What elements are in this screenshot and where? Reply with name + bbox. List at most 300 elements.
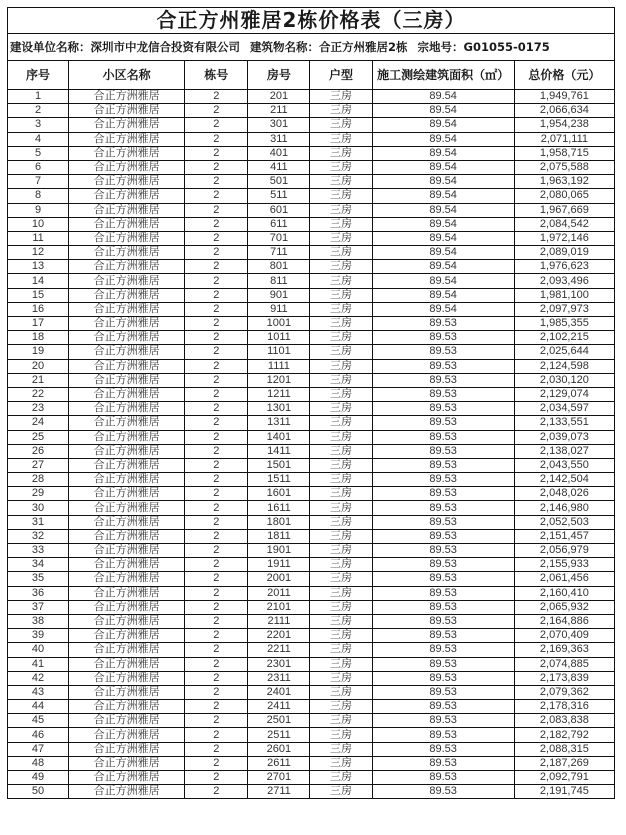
cell-type: 三房 <box>310 714 372 728</box>
cell-area: 89.53 <box>372 629 514 643</box>
cell-area: 89.54 <box>372 260 514 274</box>
cell-area: 89.54 <box>372 189 514 203</box>
cell-price: 2,151,457 <box>514 529 614 543</box>
cell-price: 2,164,886 <box>514 614 614 628</box>
cell-building: 2 <box>185 586 248 600</box>
cell-room: 611 <box>248 217 310 231</box>
cell-community: 合正方洲雅居 <box>69 90 185 104</box>
cell-type: 三房 <box>310 118 372 132</box>
table-row <box>8 756 615 770</box>
cell-type: 三房 <box>310 260 372 274</box>
cell-type: 三房 <box>310 529 372 543</box>
cell-building: 2 <box>185 714 248 728</box>
cell-price: 2,102,215 <box>514 331 614 345</box>
project-info <box>8 34 615 61</box>
col-header-index: 序号 <box>8 61 69 90</box>
cell-area: 89.53 <box>372 685 514 699</box>
cell-type: 三房 <box>310 700 372 714</box>
cell-type: 三房 <box>310 104 372 118</box>
cell-building: 2 <box>185 203 248 217</box>
cell-index: 2 <box>8 104 69 118</box>
cell-community: 合正方洲雅居 <box>69 671 185 685</box>
table-row <box>8 558 615 572</box>
title-row <box>8 8 615 34</box>
cell-price: 2,080,065 <box>514 189 614 203</box>
cell-community: 合正方洲雅居 <box>69 160 185 174</box>
cell-type: 三房 <box>310 728 372 742</box>
table-row <box>8 600 615 614</box>
cell-building: 2 <box>185 643 248 657</box>
cell-building: 2 <box>185 473 248 487</box>
cell-building: 2 <box>185 317 248 331</box>
cell-index: 50 <box>8 785 69 799</box>
cell-building: 2 <box>185 444 248 458</box>
cell-index: 27 <box>8 458 69 472</box>
table-row <box>8 146 615 160</box>
cell-room: 1911 <box>248 558 310 572</box>
cell-index: 44 <box>8 700 69 714</box>
cell-index: 45 <box>8 714 69 728</box>
cell-building: 2 <box>185 345 248 359</box>
page-title: 合正方州雅居2栋价格表（三房） <box>8 8 615 34</box>
cell-price: 2,070,409 <box>514 629 614 643</box>
cell-building: 2 <box>185 600 248 614</box>
cell-room: 501 <box>248 175 310 189</box>
cell-index: 39 <box>8 629 69 643</box>
cell-building: 2 <box>185 529 248 543</box>
cell-room: 411 <box>248 160 310 174</box>
cell-type: 三房 <box>310 402 372 416</box>
cell-building: 2 <box>185 90 248 104</box>
developer-name: 深圳市中龙信合投资有限公司 <box>90 40 240 54</box>
cell-type: 三房 <box>310 231 372 245</box>
cell-room: 701 <box>248 231 310 245</box>
cell-index: 12 <box>8 246 69 260</box>
cell-type: 三房 <box>310 515 372 529</box>
cell-price: 2,092,791 <box>514 771 614 785</box>
table-row <box>8 302 615 316</box>
cell-community: 合正方洲雅居 <box>69 714 185 728</box>
table-row <box>8 359 615 373</box>
cell-type: 三房 <box>310 771 372 785</box>
cell-type: 三房 <box>310 217 372 231</box>
cell-index: 11 <box>8 231 69 245</box>
cell-type: 三房 <box>310 558 372 572</box>
cell-price: 1,958,715 <box>514 146 614 160</box>
cell-price: 2,124,598 <box>514 359 614 373</box>
cell-type: 三房 <box>310 629 372 643</box>
cell-area: 89.54 <box>372 246 514 260</box>
cell-area: 89.54 <box>372 118 514 132</box>
cell-community: 合正方洲雅居 <box>69 501 185 515</box>
cell-type: 三房 <box>310 458 372 472</box>
cell-building: 2 <box>185 629 248 643</box>
cell-price: 2,129,074 <box>514 387 614 401</box>
cell-index: 17 <box>8 317 69 331</box>
cell-price: 2,142,504 <box>514 473 614 487</box>
table-row <box>8 458 615 472</box>
cell-community: 合正方洲雅居 <box>69 175 185 189</box>
cell-index: 20 <box>8 359 69 373</box>
cell-area: 89.54 <box>372 288 514 302</box>
cell-room: 311 <box>248 132 310 146</box>
cell-area: 89.54 <box>372 132 514 146</box>
cell-room: 1611 <box>248 501 310 515</box>
cell-room: 1511 <box>248 473 310 487</box>
cell-community: 合正方洲雅居 <box>69 600 185 614</box>
cell-room: 2001 <box>248 572 310 586</box>
cell-room: 1001 <box>248 317 310 331</box>
cell-community: 合正方洲雅居 <box>69 444 185 458</box>
col-header-building: 栋号 <box>185 61 248 90</box>
cell-building: 2 <box>185 146 248 160</box>
cell-building: 2 <box>185 260 248 274</box>
cell-index: 16 <box>8 302 69 316</box>
cell-area: 89.53 <box>372 700 514 714</box>
cell-room: 301 <box>248 118 310 132</box>
cell-type: 三房 <box>310 345 372 359</box>
table-row <box>8 544 615 558</box>
cell-index: 9 <box>8 203 69 217</box>
cell-room: 1411 <box>248 444 310 458</box>
table-row <box>8 217 615 231</box>
cell-room: 1311 <box>248 416 310 430</box>
cell-room: 2711 <box>248 785 310 799</box>
cell-area: 89.54 <box>372 274 514 288</box>
cell-price: 1,985,355 <box>514 317 614 331</box>
cell-room: 1301 <box>248 402 310 416</box>
cell-index: 42 <box>8 671 69 685</box>
cell-room: 211 <box>248 104 310 118</box>
cell-price: 2,030,120 <box>514 373 614 387</box>
cell-area: 89.53 <box>372 657 514 671</box>
cell-community: 合正方洲雅居 <box>69 544 185 558</box>
cell-room: 1211 <box>248 387 310 401</box>
cell-community: 合正方洲雅居 <box>69 359 185 373</box>
price-sheet <box>7 7 615 799</box>
table-row <box>8 132 615 146</box>
cell-type: 三房 <box>310 373 372 387</box>
cell-area: 89.53 <box>372 671 514 685</box>
cell-community: 合正方洲雅居 <box>69 529 185 543</box>
cell-building: 2 <box>185 430 248 444</box>
cell-price: 2,133,551 <box>514 416 614 430</box>
cell-area: 89.54 <box>372 104 514 118</box>
cell-area: 89.54 <box>372 203 514 217</box>
cell-community: 合正方洲雅居 <box>69 331 185 345</box>
cell-price: 1,972,146 <box>514 231 614 245</box>
table-row <box>8 387 615 401</box>
col-header-area-label: 施工测绘建筑面积（㎡） <box>377 67 510 82</box>
cell-room: 201 <box>248 90 310 104</box>
cell-building: 2 <box>185 104 248 118</box>
cell-index: 43 <box>8 685 69 699</box>
cell-type: 三房 <box>310 160 372 174</box>
cell-index: 48 <box>8 756 69 770</box>
cell-building: 2 <box>185 771 248 785</box>
cell-building: 2 <box>185 558 248 572</box>
table-row <box>8 515 615 529</box>
cell-community: 合正方洲雅居 <box>69 629 185 643</box>
cell-community: 合正方洲雅居 <box>69 302 185 316</box>
parcel-label: 宗地号： <box>417 40 464 54</box>
cell-building: 2 <box>185 728 248 742</box>
cell-area: 89.53 <box>372 614 514 628</box>
cell-index: 1 <box>8 90 69 104</box>
cell-index: 47 <box>8 742 69 756</box>
cell-index: 37 <box>8 600 69 614</box>
table-row <box>8 643 615 657</box>
cell-room: 1201 <box>248 373 310 387</box>
cell-area: 89.53 <box>372 728 514 742</box>
cell-type: 三房 <box>310 189 372 203</box>
cell-index: 14 <box>8 274 69 288</box>
cell-type: 三房 <box>310 203 372 217</box>
cell-price: 2,025,644 <box>514 345 614 359</box>
cell-building: 2 <box>185 189 248 203</box>
cell-room: 511 <box>248 189 310 203</box>
cell-room: 2601 <box>248 742 310 756</box>
cell-price: 2,191,745 <box>514 785 614 799</box>
cell-type: 三房 <box>310 444 372 458</box>
cell-index: 15 <box>8 288 69 302</box>
cell-index: 7 <box>8 175 69 189</box>
cell-building: 2 <box>185 416 248 430</box>
cell-index: 29 <box>8 487 69 501</box>
cell-room: 801 <box>248 260 310 274</box>
cell-building: 2 <box>185 614 248 628</box>
cell-area: 89.54 <box>372 90 514 104</box>
cell-community: 合正方洲雅居 <box>69 118 185 132</box>
cell-room: 1801 <box>248 515 310 529</box>
cell-building: 2 <box>185 331 248 345</box>
cell-building: 2 <box>185 359 248 373</box>
cell-index: 26 <box>8 444 69 458</box>
cell-community: 合正方洲雅居 <box>69 700 185 714</box>
cell-building: 2 <box>185 487 248 501</box>
cell-community: 合正方洲雅居 <box>69 558 185 572</box>
col-header-price: 总价格（元） <box>514 61 614 90</box>
table-row <box>8 671 615 685</box>
table-row <box>8 614 615 628</box>
cell-community: 合正方洲雅居 <box>69 785 185 799</box>
cell-community: 合正方洲雅居 <box>69 742 185 756</box>
developer-label: 建设单位名称： <box>10 40 91 54</box>
cell-price: 2,169,363 <box>514 643 614 657</box>
cell-type: 三房 <box>310 175 372 189</box>
cell-index: 22 <box>8 387 69 401</box>
table-row <box>8 529 615 543</box>
table-row <box>8 189 615 203</box>
cell-room: 2311 <box>248 671 310 685</box>
cell-community: 合正方洲雅居 <box>69 203 185 217</box>
cell-building: 2 <box>185 515 248 529</box>
cell-index: 49 <box>8 771 69 785</box>
table-row <box>8 104 615 118</box>
cell-type: 三房 <box>310 430 372 444</box>
cell-area: 89.53 <box>372 331 514 345</box>
table-row <box>8 331 615 345</box>
col-header-community: 小区名称 <box>69 61 185 90</box>
cell-building: 2 <box>185 785 248 799</box>
col-header-area <box>372 61 514 90</box>
cell-community: 合正方洲雅居 <box>69 643 185 657</box>
cell-index: 8 <box>8 189 69 203</box>
cell-building: 2 <box>185 132 248 146</box>
cell-index: 35 <box>8 572 69 586</box>
cell-price: 2,071,111 <box>514 132 614 146</box>
table-row <box>8 274 615 288</box>
cell-index: 38 <box>8 614 69 628</box>
cell-price: 2,093,496 <box>514 274 614 288</box>
cell-room: 2111 <box>248 614 310 628</box>
cell-area: 89.53 <box>372 600 514 614</box>
cell-building: 2 <box>185 742 248 756</box>
cell-area: 89.53 <box>372 515 514 529</box>
cell-room: 911 <box>248 302 310 316</box>
cell-community: 合正方洲雅居 <box>69 657 185 671</box>
cell-room: 2011 <box>248 586 310 600</box>
cell-community: 合正方洲雅居 <box>69 572 185 586</box>
cell-price: 2,039,073 <box>514 430 614 444</box>
cell-price: 2,178,316 <box>514 700 614 714</box>
col-header-room: 房号 <box>248 61 310 90</box>
cell-building: 2 <box>185 387 248 401</box>
cell-price: 2,074,885 <box>514 657 614 671</box>
cell-index: 33 <box>8 544 69 558</box>
cell-index: 31 <box>8 515 69 529</box>
cell-type: 三房 <box>310 572 372 586</box>
cell-room: 901 <box>248 288 310 302</box>
cell-area: 89.53 <box>372 430 514 444</box>
cell-index: 18 <box>8 331 69 345</box>
cell-building: 2 <box>185 373 248 387</box>
cell-index: 6 <box>8 160 69 174</box>
cell-room: 1111 <box>248 359 310 373</box>
cell-room: 401 <box>248 146 310 160</box>
cell-area: 89.53 <box>372 373 514 387</box>
cell-type: 三房 <box>310 671 372 685</box>
cell-community: 合正方洲雅居 <box>69 515 185 529</box>
cell-area: 89.53 <box>372 572 514 586</box>
cell-area: 89.53 <box>372 529 514 543</box>
cell-area: 89.53 <box>372 458 514 472</box>
cell-index: 19 <box>8 345 69 359</box>
cell-room: 1901 <box>248 544 310 558</box>
cell-type: 三房 <box>310 132 372 146</box>
cell-index: 30 <box>8 501 69 515</box>
cell-price: 2,088,315 <box>514 742 614 756</box>
cell-price: 2,173,839 <box>514 671 614 685</box>
cell-area: 89.53 <box>372 785 514 799</box>
table-row <box>8 685 615 699</box>
parcel-number: G01055-0175 <box>463 40 550 54</box>
cell-area: 89.53 <box>372 402 514 416</box>
cell-price: 2,056,979 <box>514 544 614 558</box>
cell-index: 4 <box>8 132 69 146</box>
cell-community: 合正方洲雅居 <box>69 402 185 416</box>
cell-room: 2501 <box>248 714 310 728</box>
table-row <box>8 657 615 671</box>
cell-area: 89.53 <box>372 416 514 430</box>
cell-area: 89.53 <box>372 544 514 558</box>
cell-community: 合正方洲雅居 <box>69 345 185 359</box>
cell-price: 2,083,838 <box>514 714 614 728</box>
cell-price: 2,155,933 <box>514 558 614 572</box>
cell-building: 2 <box>185 685 248 699</box>
cell-community: 合正方洲雅居 <box>69 771 185 785</box>
cell-type: 三房 <box>310 302 372 316</box>
cell-index: 41 <box>8 657 69 671</box>
cell-price: 2,043,550 <box>514 458 614 472</box>
cell-building: 2 <box>185 217 248 231</box>
cell-community: 合正方洲雅居 <box>69 487 185 501</box>
cell-area: 89.54 <box>372 302 514 316</box>
cell-room: 1011 <box>248 331 310 345</box>
cell-community: 合正方洲雅居 <box>69 231 185 245</box>
cell-price: 2,097,973 <box>514 302 614 316</box>
cell-index: 5 <box>8 146 69 160</box>
cell-type: 三房 <box>310 331 372 345</box>
table-row <box>8 402 615 416</box>
cell-community: 合正方洲雅居 <box>69 104 185 118</box>
table-row <box>8 700 615 714</box>
cell-area: 89.53 <box>372 359 514 373</box>
cell-area: 89.53 <box>372 742 514 756</box>
cell-community: 合正方洲雅居 <box>69 246 185 260</box>
cell-type: 三房 <box>310 685 372 699</box>
cell-building: 2 <box>185 756 248 770</box>
table-row <box>8 487 615 501</box>
cell-community: 合正方洲雅居 <box>69 756 185 770</box>
cell-area: 89.53 <box>372 643 514 657</box>
cell-room: 2211 <box>248 643 310 657</box>
cell-price: 2,065,932 <box>514 600 614 614</box>
cell-room: 2411 <box>248 700 310 714</box>
cell-area: 89.54 <box>372 146 514 160</box>
cell-room: 2401 <box>248 685 310 699</box>
cell-type: 三房 <box>310 487 372 501</box>
table-row <box>8 473 615 487</box>
cell-area: 89.53 <box>372 771 514 785</box>
table-row <box>8 430 615 444</box>
cell-area: 89.54 <box>372 175 514 189</box>
cell-price: 2,187,269 <box>514 756 614 770</box>
cell-room: 1501 <box>248 458 310 472</box>
cell-room: 2301 <box>248 657 310 671</box>
cell-room: 2611 <box>248 756 310 770</box>
cell-room: 1401 <box>248 430 310 444</box>
cell-type: 三房 <box>310 359 372 373</box>
cell-area: 89.53 <box>372 714 514 728</box>
cell-area: 89.54 <box>372 231 514 245</box>
cell-area: 89.53 <box>372 558 514 572</box>
table-row <box>8 444 615 458</box>
cell-community: 合正方洲雅居 <box>69 458 185 472</box>
cell-type: 三房 <box>310 657 372 671</box>
cell-price: 2,160,410 <box>514 586 614 600</box>
cell-room: 2511 <box>248 728 310 742</box>
cell-index: 3 <box>8 118 69 132</box>
table-row <box>8 175 615 189</box>
table-row <box>8 203 615 217</box>
cell-price: 2,048,026 <box>514 487 614 501</box>
cell-type: 三房 <box>310 643 372 657</box>
cell-index: 28 <box>8 473 69 487</box>
cell-room: 1101 <box>248 345 310 359</box>
cell-type: 三房 <box>310 288 372 302</box>
cell-index: 32 <box>8 529 69 543</box>
